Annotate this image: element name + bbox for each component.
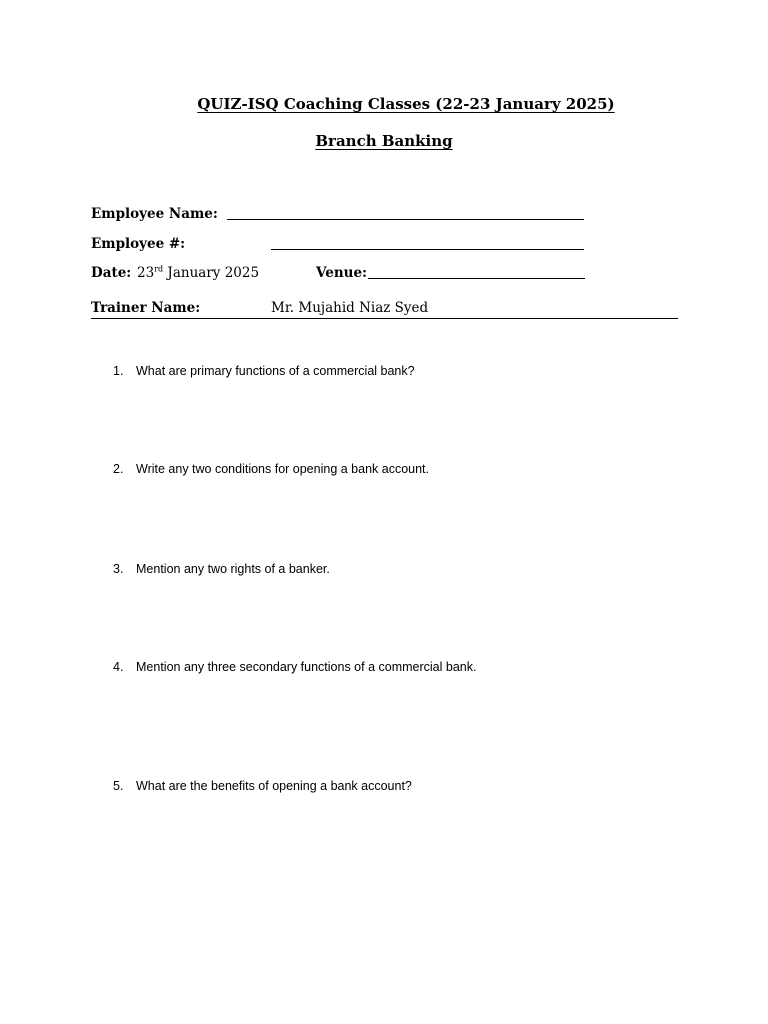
- question-number: 3.: [113, 562, 124, 576]
- question-number: 4.: [113, 660, 124, 674]
- question-number: 1.: [113, 364, 124, 378]
- question-text: What are the benefits of opening a bank account?: [136, 779, 412, 793]
- employee-number-label: Employee #:: [91, 236, 186, 252]
- date-month-year: January 2025: [163, 265, 260, 281]
- question-text: Write any two conditions for opening a bank account.: [136, 462, 429, 476]
- trainer-underline: [91, 318, 678, 319]
- date-ordinal-suffix: rd: [154, 264, 164, 274]
- question-text: What are primary functions of a commercial bank?: [136, 364, 415, 378]
- employee-name-field[interactable]: [227, 219, 584, 220]
- question-number: 5.: [113, 779, 124, 793]
- question-number: 2.: [113, 462, 124, 476]
- question-text: Mention any two rights of a banker.: [136, 562, 330, 576]
- trainer-name-value: Mr. Mujahid Niaz Syed: [271, 300, 429, 316]
- trainer-name-label: Trainer Name:: [91, 300, 201, 316]
- venue-label: Venue:: [316, 265, 368, 281]
- date-day: 23: [137, 265, 155, 281]
- employee-number-field[interactable]: [271, 249, 584, 250]
- date-label: Date:: [91, 265, 132, 281]
- date-value: [137, 265, 259, 281]
- employee-name-label: Employee Name:: [91, 206, 218, 222]
- page-subtitle: Branch Banking: [315, 132, 453, 150]
- page-title: QUIZ-ISQ Coaching Classes (22-23 January 2025): [197, 95, 615, 113]
- question-text: Mention any three secondary functions of a commercial bank.: [136, 660, 477, 674]
- venue-field[interactable]: [368, 278, 585, 279]
